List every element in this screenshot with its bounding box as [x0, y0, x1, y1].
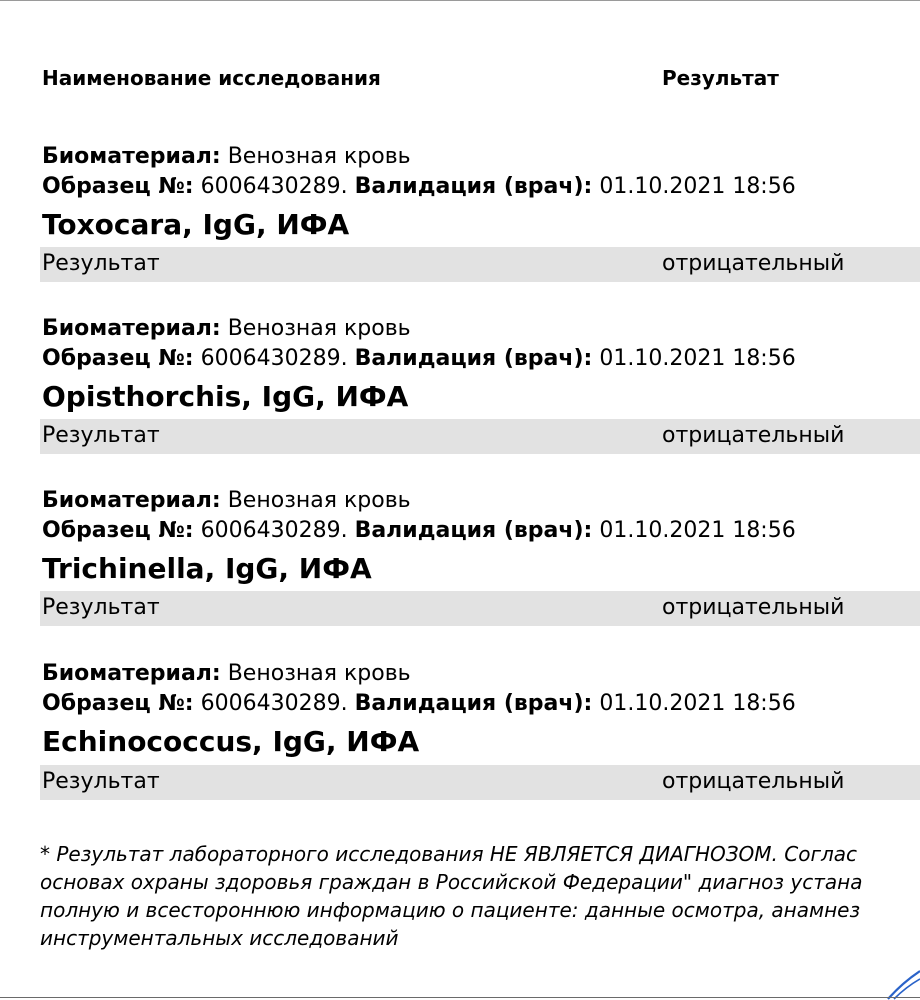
result-label: Результат — [42, 595, 160, 620]
validation-datetime: 01.10.2021 18:56 — [599, 346, 796, 371]
biomaterial-value: Венозная кровь — [227, 144, 411, 169]
result-row — [40, 247, 920, 282]
column-header-result: Результат — [662, 66, 779, 90]
sample-number: 6006430289. — [200, 346, 348, 371]
sample-number: 6006430289. — [200, 691, 348, 716]
result-value: отрицательный — [662, 595, 845, 620]
validation-label: Валидация (врач): — [354, 346, 593, 371]
biomaterial-value: Венозная кровь — [227, 661, 411, 686]
result-label: Результат — [42, 251, 160, 276]
top-border — [0, 0, 920, 1]
biomaterial-label: Биоматериал: — [42, 488, 221, 513]
disclaimer-note — [40, 840, 920, 972]
validation-datetime: 01.10.2021 18:56 — [599, 174, 796, 199]
validation-datetime: 01.10.2021 18:56 — [599, 691, 796, 716]
sample-line — [42, 516, 796, 546]
validation-datetime: 01.10.2021 18:56 — [599, 518, 796, 543]
result-label: Результат — [42, 423, 160, 448]
result-label: Результат — [42, 769, 160, 794]
bottom-border — [0, 997, 920, 998]
sample-label: Образец №: — [42, 174, 194, 199]
test-title: Opisthorchis, IgG, ИФА — [42, 380, 409, 413]
sample-label: Образец №: — [42, 518, 194, 543]
biomaterial-label: Биоматериал: — [42, 661, 221, 686]
biomaterial-line — [42, 486, 411, 516]
biomaterial-label: Биоматериал: — [42, 144, 221, 169]
sample-label: Образец №: — [42, 346, 194, 371]
disclaimer-line: * Результат лабораторного исследования НЕ ЯВЛЯЕТСЯ ДИАГНОЗОМ. Соглас — [40, 842, 858, 866]
column-header-test-name: Наименование исследования — [42, 66, 381, 90]
sample-line — [42, 344, 796, 374]
biomaterial-line — [42, 314, 411, 344]
test-title: Toxocara, IgG, ИФА — [42, 208, 350, 241]
biomaterial-value: Венозная кровь — [227, 488, 411, 513]
sample-label: Образец №: — [42, 691, 194, 716]
result-row — [40, 419, 920, 454]
result-row — [40, 591, 920, 626]
biomaterial-line — [42, 142, 411, 172]
result-value: отрицательный — [662, 769, 845, 794]
validation-label: Валидация (врач): — [354, 174, 593, 199]
result-value: отрицательный — [662, 251, 845, 276]
disclaimer-line: инструментальных исследований — [40, 926, 399, 950]
sample-number: 6006430289. — [200, 174, 348, 199]
disclaimer-line: основах охраны здоровья граждан в Российской Федерации" диагноз устана — [40, 870, 863, 894]
test-title: Echinococcus, IgG, ИФА — [42, 725, 420, 758]
biomaterial-label: Биоматериал: — [42, 316, 221, 341]
result-value: отрицательный — [662, 423, 845, 448]
validation-label: Валидация (врач): — [354, 691, 593, 716]
disclaimer-line: полную и всестороннюю информацию о пациенте: данные осмотра, анамнез — [40, 898, 861, 922]
stamp-icon — [880, 965, 920, 1000]
result-row — [40, 765, 920, 800]
validation-label: Валидация (врач): — [354, 518, 593, 543]
test-title: Trichinella, IgG, ИФА — [42, 552, 372, 585]
sample-line — [42, 689, 796, 719]
sample-number: 6006430289. — [200, 518, 348, 543]
sample-line — [42, 172, 796, 202]
biomaterial-line — [42, 659, 411, 689]
biomaterial-value: Венозная кровь — [227, 316, 411, 341]
